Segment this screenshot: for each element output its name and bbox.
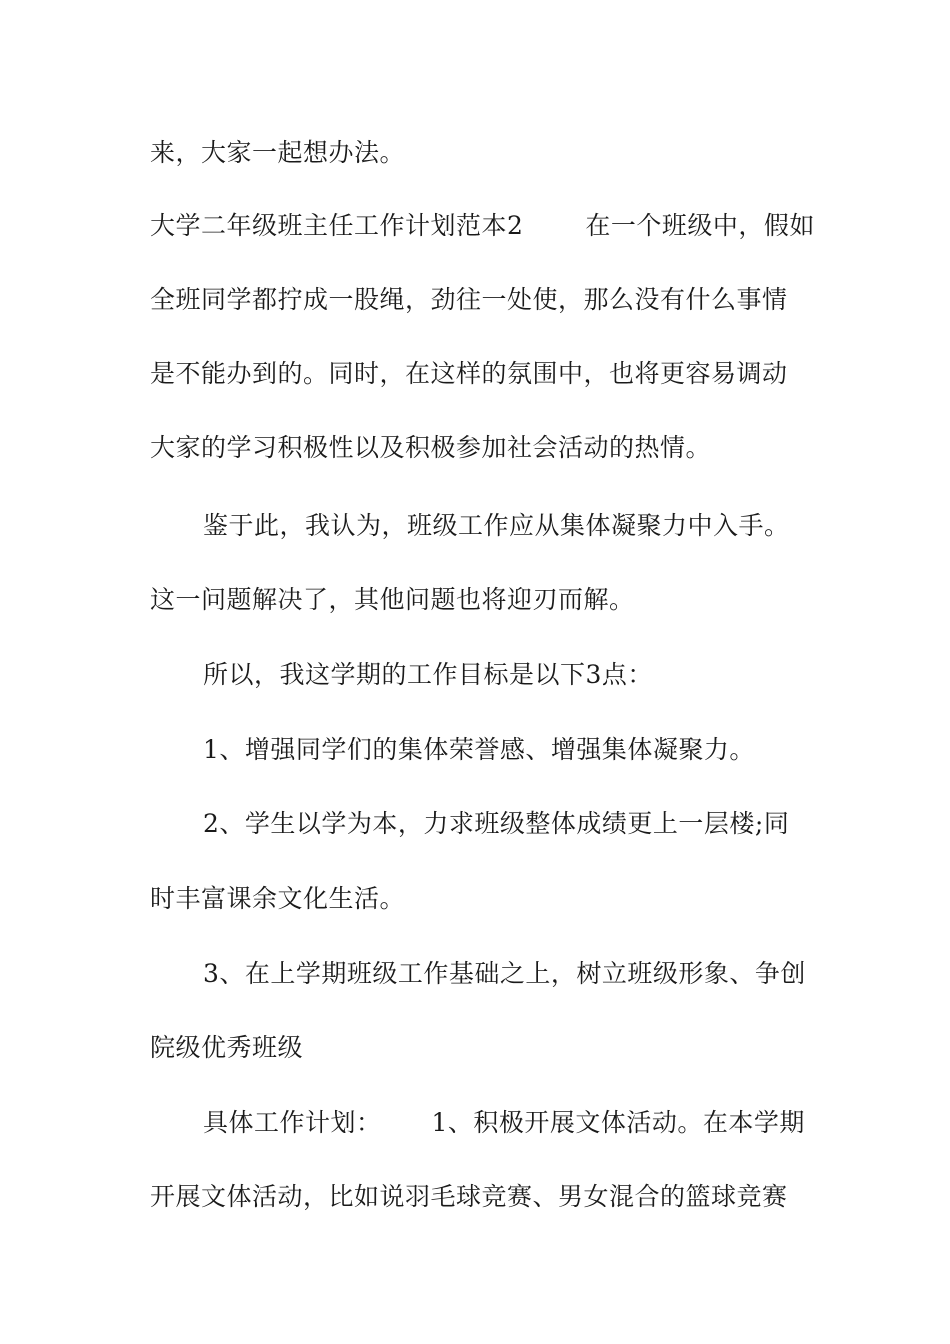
- list-item-2: 2、学生以学为本，力求班级整体成绩更上一层楼;同: [203, 809, 790, 838]
- text-line-3: 全班同学都拧成一股绳，劲往一处使，那么没有什么事情: [150, 285, 788, 314]
- text-line-8: 所以，我这学期的工作目标是以下3点：: [203, 660, 653, 689]
- text-line-6: 鉴于此，我认为，班级工作应从集体凝聚力中入手。: [203, 511, 790, 540]
- section-heading: 大学二年级班主任工作计划范本2: [150, 211, 524, 240]
- text-line-5: 大家的学习积极性以及积极参加社会活动的热情。: [150, 433, 712, 462]
- list-item-3-cont: 院级优秀班级: [150, 1033, 304, 1062]
- list-item-2-cont: 时丰富课余文化生活。: [150, 884, 406, 913]
- list-item-3: 3、在上学期班级工作基础之上，树立班级形象、争创: [203, 959, 806, 988]
- text-line-1: 来，大家一起想办法。: [150, 138, 406, 167]
- plan-item-1: 1、积极开展文体活动。在本学期: [431, 1108, 805, 1137]
- text-line-4: 是不能办到的。同时，在这样的氛围中，也将更容易调动: [150, 359, 788, 388]
- heading-line: [150, 211, 830, 241]
- text-line-2-tail: 在一个班级中，假如: [585, 211, 815, 240]
- plan-label: 具体工作计划：: [203, 1108, 382, 1137]
- plan-item-1-cont: 开展文体活动，比如说羽毛球竞赛、男女混合的篮球竞赛: [150, 1182, 788, 1211]
- text-line-7: 这一问题解决了，其他问题也将迎刃而解。: [150, 585, 635, 614]
- list-item-1: 1、增强同学们的集体荣誉感、增强集体凝聚力。: [203, 735, 755, 764]
- plan-line: [203, 1108, 883, 1138]
